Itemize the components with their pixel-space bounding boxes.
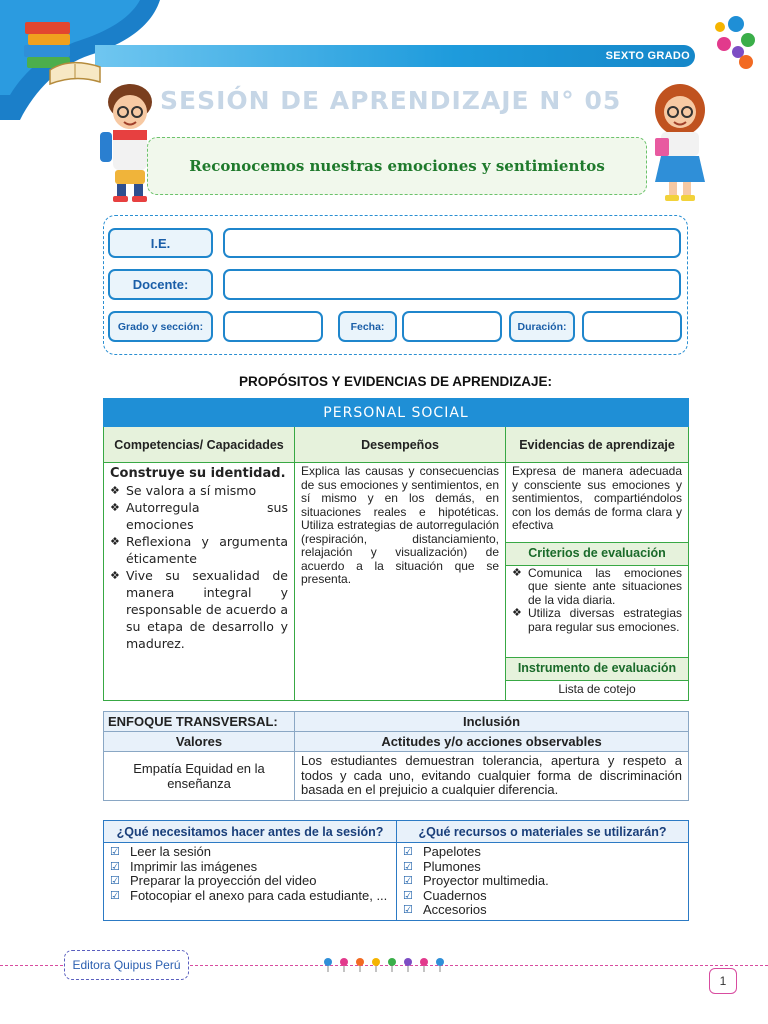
session-subtitle: Reconocemos nuestras emociones y sentimientos — [189, 157, 605, 175]
instrumento-cell: Lista de cotejo — [506, 680, 689, 700]
list-item: ☑ Leer la sesión — [110, 844, 211, 859]
girl-illustration — [645, 82, 715, 204]
actitudes-header: Actitudes y/o acciones observables — [295, 732, 689, 752]
actitudes-cell: Los estudiantes demuestran tolerancia, apertura y respeto a todos y cada uno, evitando cualquier forma de discriminación basada en el prejuicio a cualquier diferencia. — [295, 752, 689, 801]
subtitle-box — [147, 137, 647, 195]
valores-header: Valores — [104, 732, 295, 752]
diamond-bullet-icon: ❖ — [512, 607, 522, 620]
list-item: ❖ Utiliza diversas estrategias para regular sus emociones. — [512, 606, 683, 634]
list-item: ❖ Vive su sexualidad de manera integral y responsable de acuerdo a su etapa de desarrollo y madurez. — [110, 568, 288, 651]
checkbox-icon: ☑ — [403, 846, 413, 858]
list-item: ☑ Preparar la proyección del video — [110, 873, 317, 888]
col-desempenos: Desempeños — [295, 427, 506, 463]
list-item: ☑ Plumones — [403, 858, 481, 874]
grado-field[interactable] — [223, 311, 323, 342]
publisher-name: Editora Quipus Perú — [72, 958, 181, 972]
diamond-bullet-icon: ❖ — [110, 535, 120, 548]
list-item: ☑ Imprimir las imágenes — [110, 858, 258, 874]
diamond-bullet-icon: ❖ — [110, 484, 120, 497]
publisher-badge — [64, 950, 189, 980]
list-item: ☑ Papelotes — [403, 844, 481, 859]
checkbox-icon: ☑ — [110, 875, 120, 887]
fecha-field[interactable] — [402, 311, 502, 342]
list-item: ❖ Autorregula sus emociones — [110, 500, 288, 532]
purposes-heading: PROPÓSITOS Y EVIDENCIAS DE APRENDIZAJE: — [238, 374, 553, 389]
area-header: PERSONAL SOCIAL — [104, 399, 689, 427]
enfoque-value: Inclusión — [295, 712, 689, 732]
competencia-title: Construye su identidad. — [110, 466, 286, 481]
checkbox-icon: ☑ — [403, 904, 413, 916]
fecha-label: Fecha: — [338, 311, 397, 342]
criterios-cell — [506, 565, 689, 657]
pins-decoration-icon — [322, 955, 447, 975]
instrumento-header: Instrumento de evaluación — [506, 657, 689, 680]
list-item: ☑ Proyector multimedia. — [403, 873, 549, 888]
docente-field[interactable] — [223, 269, 681, 300]
books-icon — [20, 12, 105, 87]
diamond-bullet-icon: ❖ — [512, 566, 522, 579]
ie-field[interactable] — [223, 228, 681, 258]
list-item: ☑ Cuadernos — [403, 887, 487, 903]
list-item: ❖ Reflexiona y argumenta éticamente — [110, 534, 288, 566]
evidencia-cell: Expresa de manera adecuada y consciente sus emociones y sentimientos, compartiéndolos con los demás de forma clara y efectiva — [506, 463, 689, 543]
materials-list — [397, 843, 689, 921]
preparation-table — [103, 820, 689, 921]
desempeno-cell: Explica las causas y consecuencias de sus emociones y sentimientos, en sí mismo y en los demás, en situaciones reales e hipotéticas. Utiliza estrategias de autorregulación (respiración, distanciamiento, relajación y visualización) de acuerdo a la situación que se presenta. — [295, 463, 506, 701]
diamond-bullet-icon: ❖ — [110, 501, 120, 514]
checkbox-icon: ☑ — [403, 889, 413, 902]
grade-label: SEXTO GRADO — [605, 50, 690, 62]
list-item: ❖ Se valora a sí mismo — [110, 483, 257, 498]
competencia-cell — [104, 463, 295, 701]
duracion-field[interactable] — [582, 311, 682, 342]
criterios-header: Criterios de evaluación — [506, 543, 689, 566]
list-item: ☑ Accesorios — [403, 902, 487, 917]
materials-header: ¿Qué recursos o materiales se utilizarán? — [397, 821, 689, 843]
col-competencias: Competencias/ Capacidades — [104, 427, 295, 463]
list-item: ☑ Fotocopiar el anexo para cada estudiante, ... — [110, 887, 388, 903]
diamond-bullet-icon: ❖ — [110, 569, 120, 582]
enfoque-label: ENFOQUE TRANSVERSAL: — [104, 712, 295, 732]
checkbox-icon: ☑ — [403, 860, 413, 873]
purposes-table — [103, 398, 689, 701]
before-list — [104, 843, 397, 921]
grado-label: Grado y sección: — [108, 311, 213, 342]
checkbox-icon: ☑ — [110, 889, 120, 902]
valores-cell: Empatía Equidad en la enseñanza — [104, 752, 295, 801]
before-header: ¿Qué necesitamos hacer antes de la sesión? — [104, 821, 397, 843]
color-dots-icon — [708, 12, 758, 72]
session-title: SESIÓN DE APRENDIZAJE N° 05 — [160, 86, 622, 115]
checkbox-icon: ☑ — [403, 875, 413, 887]
duracion-label: Duración: — [509, 311, 575, 342]
page-number: 1 — [709, 968, 737, 994]
docente-label: Docente: — [108, 269, 213, 300]
list-item: ❖ Comunica las emociones que siente ante situaciones de la vida diaria. — [512, 565, 683, 607]
enfoque-table — [103, 711, 689, 801]
checkbox-icon: ☑ — [110, 860, 120, 873]
checkbox-icon: ☑ — [110, 846, 120, 858]
ie-label: I.E. — [108, 228, 213, 258]
col-evidencias: Evidencias de aprendizaje — [506, 427, 689, 463]
